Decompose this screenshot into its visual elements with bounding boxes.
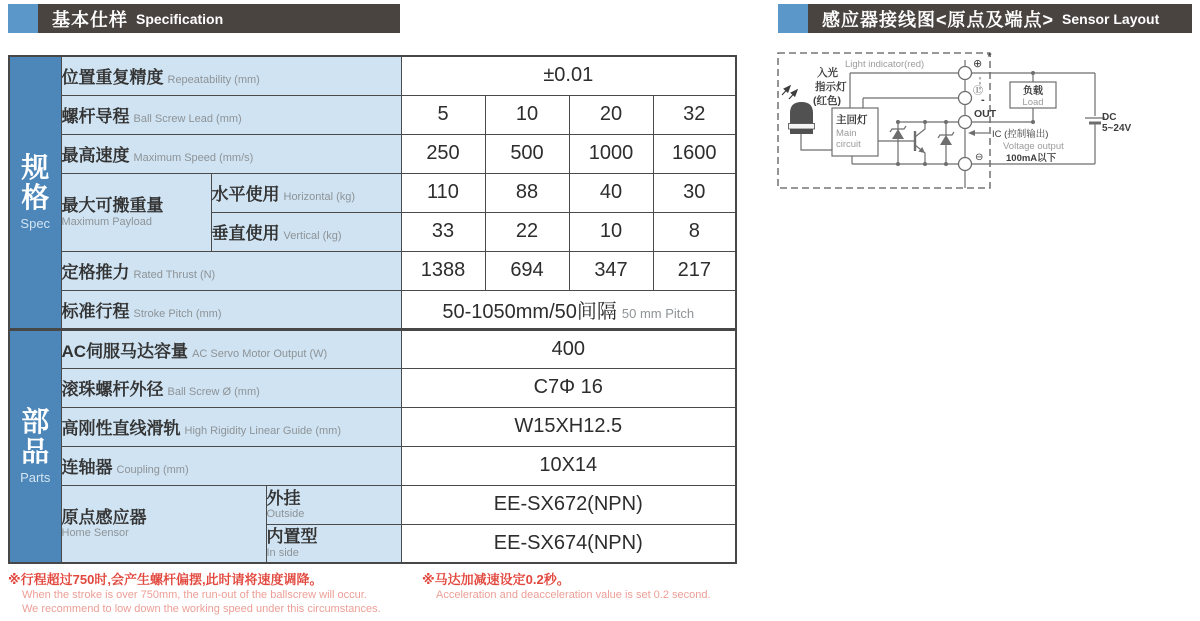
value-speed-2: 500 [485, 134, 569, 173]
row-ball-screw-dia [9, 368, 736, 407]
row-home-sensor-outside [9, 485, 736, 524]
value-vertical-1: 33 [401, 212, 485, 251]
header-accent-square [8, 4, 38, 33]
value-vertical-4: 8 [653, 212, 736, 251]
label-linear-guide: 高刚性直线滑轨 High Rigidity Linear Guide (mm) [61, 407, 401, 446]
label-repeatability: 位置重复精度 Repeatability (mm) [61, 56, 401, 95]
plus-terminal-symbol: ⊕ [973, 58, 983, 70]
spec-header-title-en: Specification [136, 10, 224, 27]
sensor-layout-section-header [778, 4, 1192, 33]
row-coupling [9, 446, 736, 485]
value-linear-guide: W15XH12.5 [401, 407, 736, 446]
row-stroke-pitch [9, 290, 736, 329]
value-lead-4: 32 [653, 95, 736, 134]
row-ball-screw-lead [9, 95, 736, 134]
value-sensor-inside: EE-SX674(NPN) [401, 524, 736, 563]
label-max-payload: 最大可搬重量 Maximum Payload [61, 173, 211, 251]
value-sensor-outside: EE-SX672(NPN) [401, 485, 736, 524]
value-vertical-2: 22 [485, 212, 569, 251]
label-ball-screw-dia: 滚珠螺杆外径 Ball Screw Ø (mm) [61, 368, 401, 407]
value-horizontal-3: 40 [569, 173, 653, 212]
light-zh-line2: 指示灯 [815, 81, 847, 93]
row-linear-guide [9, 407, 736, 446]
value-ball-screw-dia: C7Φ 16 [401, 368, 736, 407]
load-zh: 负载 [1023, 86, 1043, 97]
label-ball-screw-lead: 螺杆导程 Ball Screw Lead (mm) [61, 95, 401, 134]
row-rated-thrust [9, 251, 736, 290]
footnote-stroke-warning: ※行程超过750时,会产生螺杆偏摆,此时请将速度调降。 When the stroke is over 750mm, the run-out of the ballscrew will occur. We recommend to low down the working speed under this circumstances. [8, 572, 381, 615]
header-accent-square [778, 4, 808, 33]
star-mark: * [987, 50, 992, 64]
sensor-header-title-zh: 感应器接线图<原点及端点> [822, 9, 1055, 30]
sensor-wiring-diagram [775, 46, 1195, 198]
minus-terminal-symbol: ⊖ [975, 152, 984, 163]
load-en: Load [1022, 97, 1044, 108]
ic-label: IC (控制输出) [992, 129, 1049, 140]
light-arrows [782, 84, 799, 99]
led-indicator-icon [789, 102, 815, 134]
row-payload-horizontal [9, 173, 736, 212]
value-horizontal-1: 110 [401, 173, 485, 212]
label-horizontal: 水平使用 Horizontal (kg) [211, 173, 401, 212]
value-lead-3: 20 [569, 95, 653, 134]
section-header-parts: 部品 Parts [9, 329, 61, 563]
main-circuit-zh: 主回灯 [836, 114, 868, 126]
dc-label: DC [1102, 112, 1117, 123]
label-rated-thrust: 定格推力 Rated Thrust (N) [61, 251, 401, 290]
value-vertical-3: 10 [569, 212, 653, 251]
value-thrust-2: 694 [485, 251, 569, 290]
current-limit-label: 100mA以下 [1006, 153, 1057, 164]
value-thrust-3: 347 [569, 251, 653, 290]
dc-voltage-label: 5~24V [1102, 123, 1132, 134]
footnote-acceleration: ※马达加减速设定0.2秒。 Acceleration and deacceleration value is set 0.2 second. [422, 572, 711, 601]
light-zh-line1: 入光 [817, 67, 838, 79]
sensor-header-title-en: Sensor Layout [1062, 10, 1160, 27]
row-repeatability [9, 56, 736, 95]
main-circuit-en2: circuit [836, 139, 861, 150]
label-servo-output: AC伺服马达容量 AC Servo Motor Output (W) [61, 329, 401, 368]
label-stroke-pitch: 标准行程 Stroke Pitch (mm) [61, 290, 401, 329]
label-home-sensor: 原点感应器 Home Sensor [61, 485, 266, 563]
specification-table [8, 55, 737, 564]
label-outside: 外挂 Outside [266, 485, 401, 524]
value-horizontal-2: 88 [485, 173, 569, 212]
row-max-speed [9, 134, 736, 173]
value-lead-2: 10 [485, 95, 569, 134]
light-zh-line3: (红色) [813, 95, 841, 107]
label-max-speed: 最高速度 Maximum Speed (mm/s) [61, 134, 401, 173]
label-inside: 内置型 In side [266, 524, 401, 563]
value-repeatability: ±0.01 [401, 56, 736, 95]
section-header-spec: 规格 Spec [9, 56, 61, 329]
value-horizontal-4: 30 [653, 173, 736, 212]
row-servo-output [9, 329, 736, 368]
value-speed-1: 250 [401, 134, 485, 173]
value-coupling: 10X14 [401, 446, 736, 485]
value-servo-output: 400 [401, 329, 736, 368]
voltage-output-label: Voltage output [1003, 141, 1064, 152]
spec-section-header [8, 4, 400, 33]
label-coupling: 连轴器 Coupling (mm) [61, 446, 401, 485]
label-vertical: 垂直使用 Vertical (kg) [211, 212, 401, 251]
main-circuit-en1: Main [836, 128, 857, 139]
spec-header-title-zh: 基本仕样 [52, 9, 128, 30]
value-lead-1: 5 [401, 95, 485, 134]
minus-mark: - [981, 94, 985, 106]
light-indicator-label: Light indicator(red) [845, 59, 925, 70]
out-label: OUT [974, 108, 997, 120]
l-terminal-symbol: Ⓛ [973, 86, 983, 97]
value-speed-4: 1600 [653, 134, 736, 173]
value-stroke-pitch: 50-1050mm/50间隔 50 mm Pitch [401, 290, 736, 329]
value-thrust-1: 1388 [401, 251, 485, 290]
value-speed-3: 1000 [569, 134, 653, 173]
value-thrust-4: 217 [653, 251, 736, 290]
